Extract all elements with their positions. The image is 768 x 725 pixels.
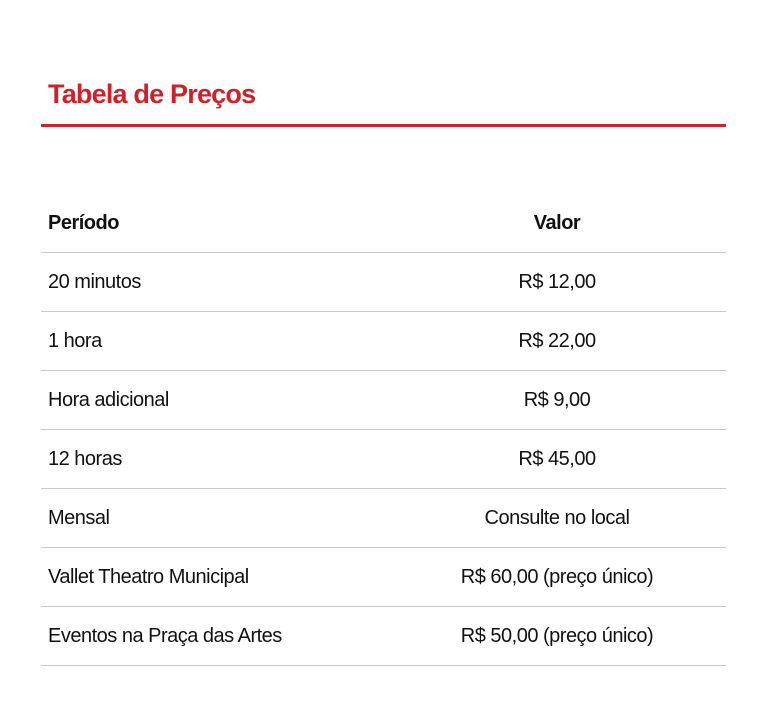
row-value: Consulte no local — [388, 489, 726, 548]
header-period: Período — [41, 194, 388, 253]
row-period: 12 horas — [41, 430, 388, 489]
page-title: Tabela de Preços — [48, 79, 256, 109]
table-row — [41, 371, 726, 430]
table-row — [41, 430, 726, 489]
table-row — [41, 312, 726, 371]
row-value: R$ 12,00 — [388, 253, 726, 312]
header-value: Valor — [388, 194, 726, 253]
row-period: Vallet Theatro Municipal — [41, 548, 388, 607]
row-value: R$ 50,00 (preço único) — [388, 607, 726, 666]
row-period: 20 minutos — [41, 253, 388, 312]
table-row — [41, 253, 726, 312]
title-divider — [41, 124, 726, 127]
row-period: Mensal — [41, 489, 388, 548]
row-value: R$ 60,00 (preço único) — [388, 548, 726, 607]
table-row — [41, 607, 726, 666]
row-value: R$ 45,00 — [388, 430, 726, 489]
row-period: Hora adicional — [41, 371, 388, 430]
price-table — [41, 194, 726, 666]
row-value: R$ 22,00 — [388, 312, 726, 371]
table-row — [41, 548, 726, 607]
table-row — [41, 489, 726, 548]
table-header-row — [41, 194, 726, 253]
row-value: R$ 9,00 — [388, 371, 726, 430]
row-period: 1 hora — [41, 312, 388, 371]
row-period: Eventos na Praça das Artes — [41, 607, 388, 666]
